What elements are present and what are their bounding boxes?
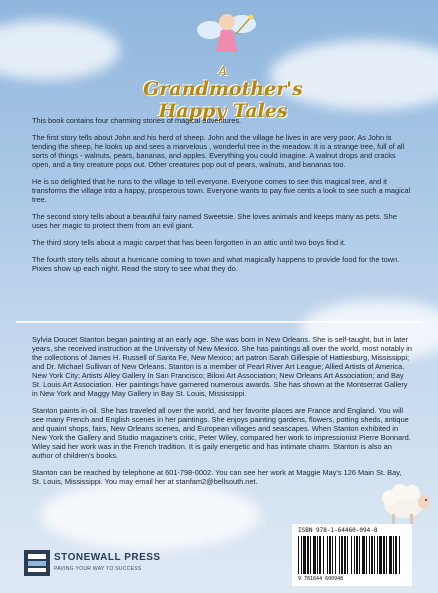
fairy-illustration bbox=[196, 4, 258, 70]
author-bio bbox=[32, 335, 412, 494]
book-summary bbox=[32, 116, 412, 281]
publisher-logo bbox=[24, 548, 174, 580]
publisher-tagline: PAVING YOUR WAY TO SUCCESS bbox=[54, 566, 142, 572]
summary-paragraph: He is so delighted that he runs to the village to tell everyone. Everyone comes to see this magical tree, and it transforms the village into a happy, prosperous town. Everyone wants to pay five cents a look to see such a magical tree. bbox=[32, 177, 411, 204]
title-line-3: Happy Tales bbox=[158, 100, 288, 122]
barcode-digits: 9 781644 600948 bbox=[298, 576, 344, 582]
bio-paragraph: Stanton paints in oil. She has traveled all over the world, and her favorite places are France and England. You will see many French and English scenes in her paintings. She enjoys painting gardens, flowers, potting sheds, antique and quaint shops, fairs, New Orleans scenes, and European villages and seascapes. When Stanton exhibited in New York the Gallery and Studio magazine's critic, Peter Wiley, compared her work to impressionist Pierre Bonnard. Wiley said her work was in the French tradition. It is gaily energetic and has intimate charm. Stanton is also an author of children's books. bbox=[32, 406, 411, 460]
title-line-2: Grandmother's bbox=[143, 78, 303, 100]
summary-paragraph: The fourth story tells about a hurricane coming to town and what magically happens to provide food for the town. Pixies show up each night. Read the story to see what they do. bbox=[32, 255, 400, 273]
publisher-name: STONEWALL PRESS bbox=[54, 552, 161, 563]
section-divider bbox=[16, 321, 422, 323]
sheep-illustration bbox=[378, 480, 432, 528]
summary-paragraph: The third story tells about a magic carpet that has been forgotten in an attic until two boys find it. bbox=[32, 238, 346, 247]
isbn-label: ISBN 978-1-64460-094-8 bbox=[298, 527, 378, 534]
title-line-1: A bbox=[218, 64, 228, 78]
barcode-bars bbox=[298, 536, 406, 574]
book-title bbox=[128, 64, 318, 122]
barcode bbox=[292, 524, 412, 586]
summary-paragraph: This book contains four charming stories of magical adventures. bbox=[32, 116, 242, 125]
summary-paragraph: The second story tells about a beautiful fairy named Sweetsie. She loves animals and keeps many as pets. She uses her magic to protect them from an evil giant. bbox=[32, 212, 397, 230]
summary-paragraph: The first story tells about John and his herd of sheep. John and the village he lives in are very poor. As John is tending the sheep, he looks up and sees a marvelous , wonderful tree in the meadow. It is a strange tree, full of all sorts of things - walnuts, pears, bananas, and apples. Everything you could imagine. A walnut drops and cracks open, and a tiny creature pops out. Other creatures pop out of pears, walnuts, and bananas too. bbox=[32, 133, 405, 169]
bio-paragraph: Sylvia Doucet Stanton began painting at an early age. She was born in New Orleans. She is self-taught, but in later years, she received instruction at the University of New Mexico. She has paintings all over the world, most notably in the collections of James H. Russell of Santa Fe, New Mexico; art patron Sarah Gillespie of Hattiesburg, Mississippi; and Dr. Michael Sullivan of New Orleans. Stanton is a member of Pearl River Art League; Allied Artists of America, New York City; Artists Alley Gallery In San Francisco; Biloxi Art Association; New Orleans Art Association; and Bay St. Louis Art Association. Her paintings have garnered numerous awards. She has shown at the Montserrat Gallery in New York and Maggy May Gallery in Bay St. Louis, Mississippi. bbox=[32, 335, 412, 398]
stonewall-press-icon bbox=[24, 550, 50, 576]
bio-paragraph: Stanton can be reached by telephone at 601-798-0002. You can see her work at Maggie May's 126 Main St. Bay, St. Louis, Mississippi. You may email her at stanfam2@bellsouth.net. bbox=[32, 468, 402, 486]
cloud bbox=[0, 20, 120, 80]
